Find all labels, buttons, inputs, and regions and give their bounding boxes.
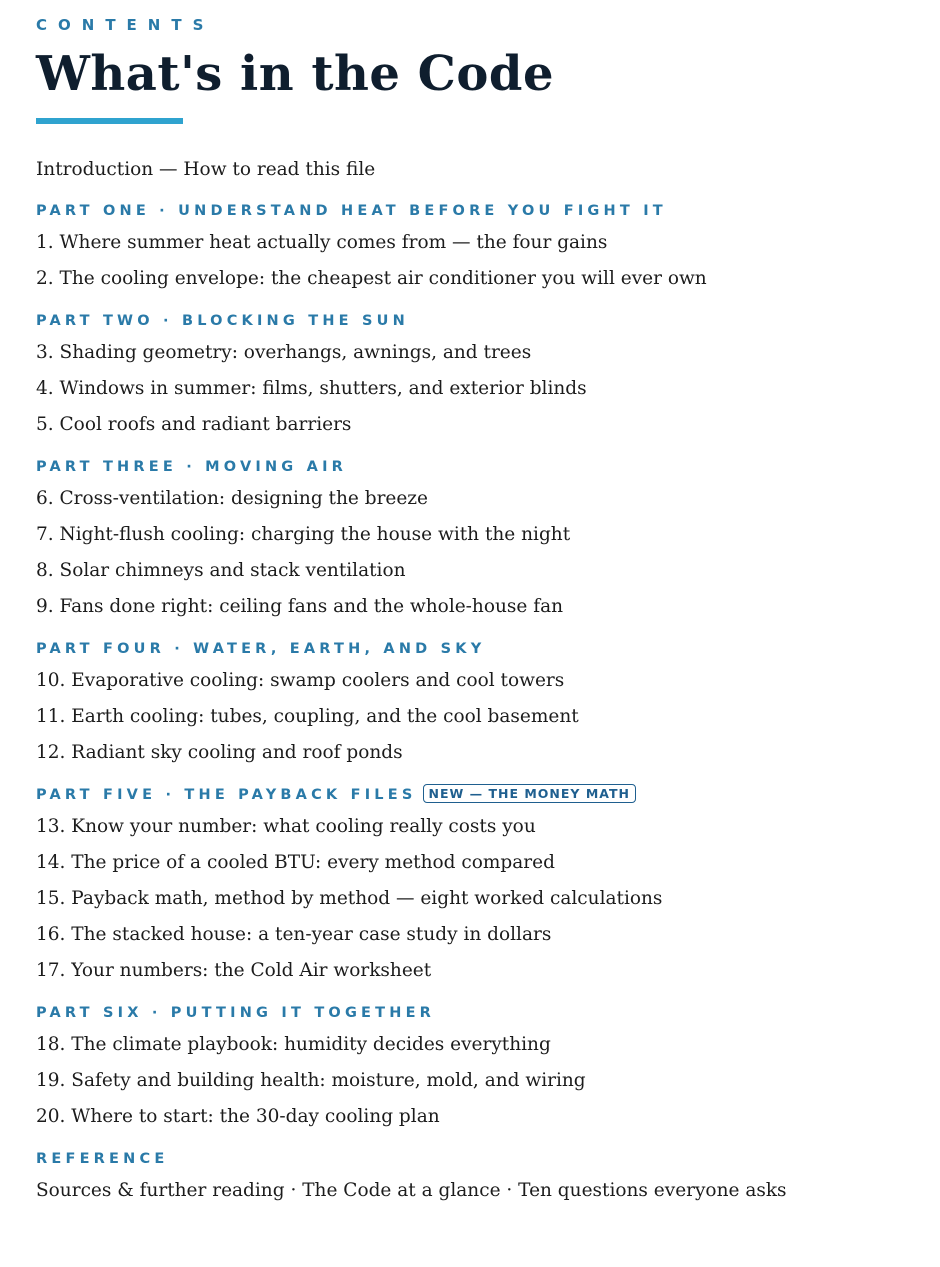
toc-entry[interactable]: 19. Safety and building health: moisture, mold, and wiring bbox=[36, 1070, 586, 1091]
table-of-contents bbox=[36, 152, 940, 1209]
toc-entry[interactable]: 7. Night-flush cooling: charging the house with the night bbox=[36, 524, 571, 545]
toc-entry[interactable]: 4. Windows in summer: films, shutters, and exterior blinds bbox=[36, 378, 587, 399]
toc-entry[interactable]: 20. Where to start: the 30-day cooling plan bbox=[36, 1106, 440, 1127]
page-title: What's in the Code bbox=[36, 46, 554, 102]
toc-entry[interactable]: 9. Fans done right: ceiling fans and the whole-house fan bbox=[36, 596, 564, 617]
part-heading-five-text: PART FIVE · THE PAYBACK FILES bbox=[36, 787, 417, 803]
toc-entry[interactable]: 13. Know your number: what cooling really costs you bbox=[36, 816, 536, 837]
toc-entry-reference[interactable]: Sources & further reading · The Code at a glance · Ten questions everyone asks bbox=[36, 1180, 787, 1201]
toc-entry[interactable]: 3. Shading geometry: overhangs, awnings, and trees bbox=[36, 342, 532, 363]
toc-entry[interactable]: 2. The cooling envelope: the cheapest air conditioner you will ever own bbox=[36, 268, 707, 289]
toc-entry[interactable]: 18. The climate playbook: humidity decides everything bbox=[36, 1034, 551, 1055]
part-heading-five bbox=[36, 781, 940, 809]
toc-entry-introduction[interactable]: Introduction — How to read this file bbox=[36, 159, 376, 180]
toc-entry[interactable]: 5. Cool roofs and radiant barriers bbox=[36, 414, 352, 435]
part-heading-six: PART SIX · PUTTING IT TOGETHER bbox=[36, 1005, 436, 1021]
toc-entry[interactable]: 12. Radiant sky cooling and roof ponds bbox=[36, 742, 403, 763]
toc-entry[interactable]: 17. Your numbers: the Cold Air worksheet bbox=[36, 960, 432, 981]
toc-entry[interactable]: 1. Where summer heat actually comes from — the four gains bbox=[36, 232, 608, 253]
toc-entry[interactable]: 8. Solar chimneys and stack ventilation bbox=[36, 560, 406, 581]
toc-entry[interactable]: 10. Evaporative cooling: swamp coolers and cool towers bbox=[36, 670, 565, 691]
toc-entry[interactable]: 15. Payback math, method by method — eight worked calculations bbox=[36, 888, 663, 909]
toc-entry[interactable]: 16. The stacked house: a ten-year case study in dollars bbox=[36, 924, 552, 945]
part-heading-one: PART ONE · UNDERSTAND HEAT BEFORE YOU FIGHT IT bbox=[36, 203, 667, 219]
part-heading-three: PART THREE · MOVING AIR bbox=[36, 459, 348, 475]
toc-entry[interactable]: 11. Earth cooling: tubes, coupling, and the cool basement bbox=[36, 706, 579, 727]
toc-entry[interactable]: 14. The price of a cooled BTU: every method compared bbox=[36, 852, 555, 873]
new-badge: NEW — THE MONEY MATH bbox=[423, 784, 636, 803]
title-underline bbox=[36, 118, 183, 124]
toc-entry[interactable]: 6. Cross-ventilation: designing the breeze bbox=[36, 488, 429, 509]
contents-kicker: CONTENTS bbox=[36, 16, 215, 34]
part-heading-four: PART FOUR · WATER, EARTH, AND SKY bbox=[36, 641, 486, 657]
part-heading-reference: REFERENCE bbox=[36, 1151, 169, 1167]
part-heading-two: PART TWO · BLOCKING THE SUN bbox=[36, 313, 409, 329]
